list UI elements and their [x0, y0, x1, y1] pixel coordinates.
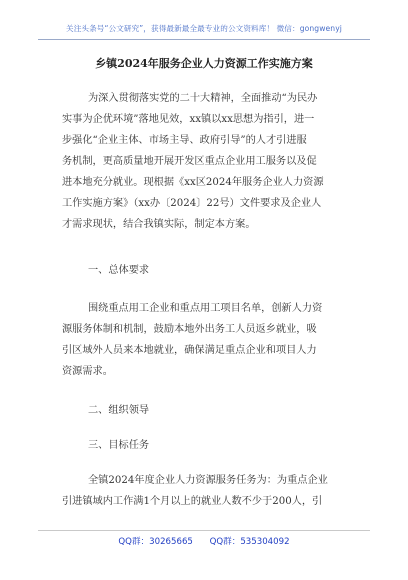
- document-title: 乡镇2024年服务企业人力资源工作实施方案: [95, 57, 313, 70]
- section-heading-targets: 三、目标任务: [88, 440, 150, 451]
- paragraph-line: 进本地充分就业。现根据《xx区2024年服务企业人力资源: [62, 177, 324, 188]
- section-heading-organization: 二、组织领导: [88, 405, 150, 416]
- paragraph-line: 引区域外人员来本地就业，确保满足重点企业和项目人力: [62, 345, 317, 356]
- footer-contact: [0, 535, 408, 547]
- footer-divider: [38, 530, 370, 531]
- section3-paragraph: [62, 471, 354, 516]
- paragraph-line: 源服务体制和机制，鼓励本地外出务工人员返乡就业，吸: [62, 324, 317, 335]
- header-promo-note: 关注头条号“公文研究”，获得最新最全最专业的公文资料库！ 微信：gongwenyj: [66, 24, 342, 33]
- intro-paragraph: [62, 89, 354, 239]
- paragraph-line: 步强化“企业主体、市场主导、政府引导”的人才引进服: [62, 135, 307, 146]
- paragraph-line: 围绕重点用工企业和重点用工项目名单，创新人力资: [88, 303, 323, 314]
- paragraph-line: 资源需求。: [62, 366, 113, 377]
- section1-paragraph: [62, 299, 354, 389]
- paragraph-line: 工作实施方案》（xx办〔2024〕22号）文件要求及企业人: [62, 198, 322, 209]
- paragraph-line: 全镇2024年度企业人力资源服务任务为：为重点企业: [88, 475, 328, 486]
- footer-qq-group-1: QQ群：30265665: [118, 537, 193, 547]
- paragraph-line: 才需求现状，结合我镇实际，制定本方案。: [62, 219, 256, 230]
- paragraph-line: 引进镇域内工作满1个月以上的就业人数不少于200人，引: [62, 496, 323, 507]
- paragraph-line: 实事为企优环境”落地见效，xx镇以xx思想为指引，进一: [62, 114, 315, 125]
- paragraph-line: 为深入贯彻落实党的二十大精神，全面推动“为民办: [88, 93, 318, 104]
- paragraph-line: 务机制，更高质量地开展开发区重点企业用工服务以及促: [62, 156, 317, 167]
- section-heading-general-requirements: 一、总体要求: [88, 265, 150, 276]
- footer-qq-group-2: QQ群：535304092: [209, 537, 290, 547]
- header-divider: [38, 39, 370, 40]
